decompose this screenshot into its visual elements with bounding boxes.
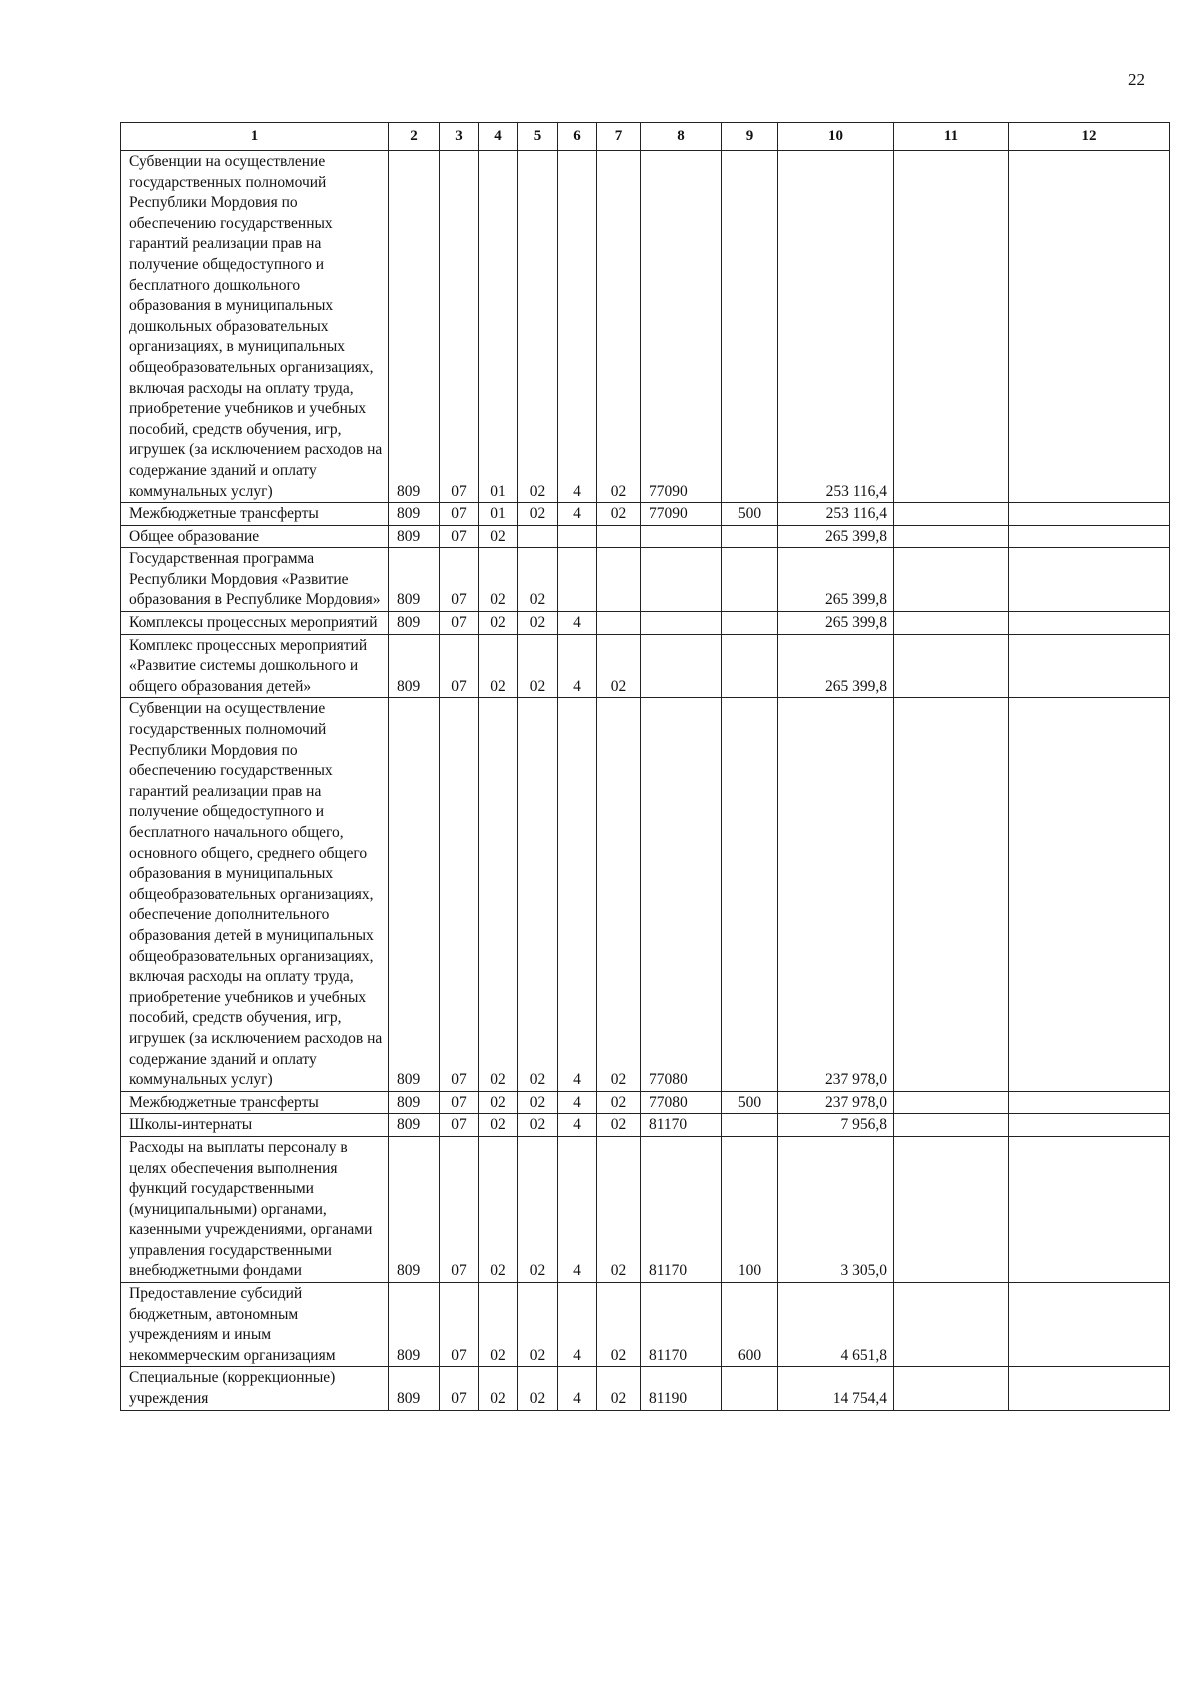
cell-col-8: 77090 [641, 151, 722, 503]
cell-col-3: 07 [440, 698, 479, 1091]
cell-col-3: 07 [440, 1136, 479, 1282]
cell-col-6: 4 [558, 151, 597, 503]
cell-col-12 [1009, 1091, 1170, 1114]
cell-col-6: 4 [558, 1283, 597, 1367]
cell-col-5: 02 [518, 1367, 558, 1410]
cell-col-10: 265 399,8 [778, 612, 894, 635]
cell-col-11 [894, 151, 1009, 503]
column-header: 7 [597, 123, 641, 151]
cell-col-4: 02 [479, 548, 518, 612]
cell-col-2: 809 [389, 1367, 440, 1410]
row-name: Предоставление субсидий бюджетным, автономным учреждениям и иным некоммерческим организациям [121, 1283, 389, 1367]
row-name: Субвенции на осуществление государственных полномочий Республики Мордовия по обеспечению государственных гарантий реализации прав на получение общедоступного и бесплатного дошкольного образования в муниципальных дошкольных образовательных организациях, в муниципальных общеобразовательных организациях, включая расходы на оплату труда, приобретение учебников и учебных пособий, средств обучения, игр, игрушек (за исключением расходов на содержание зданий и оплату коммунальных услуг) [121, 151, 389, 503]
cell-col-9 [722, 612, 778, 635]
cell-col-10: 4 651,8 [778, 1283, 894, 1367]
cell-col-5: 02 [518, 698, 558, 1091]
cell-col-3: 07 [440, 1114, 479, 1137]
cell-col-7 [597, 548, 641, 612]
cell-col-2: 809 [389, 1091, 440, 1114]
cell-col-12 [1009, 612, 1170, 635]
column-header: 1 [121, 123, 389, 151]
cell-col-7 [597, 525, 641, 548]
cell-col-12 [1009, 1114, 1170, 1137]
cell-col-2: 809 [389, 1114, 440, 1137]
cell-col-5: 02 [518, 1091, 558, 1114]
column-header: 11 [894, 123, 1009, 151]
cell-col-8 [641, 548, 722, 612]
cell-col-4: 02 [479, 612, 518, 635]
column-header: 12 [1009, 123, 1170, 151]
cell-col-4: 02 [479, 1136, 518, 1282]
cell-col-8: 81170 [641, 1114, 722, 1137]
table-row [121, 612, 1170, 635]
cell-col-11 [894, 612, 1009, 635]
cell-col-4: 02 [479, 1283, 518, 1367]
table-row [121, 1091, 1170, 1114]
cell-col-9: 100 [722, 1136, 778, 1282]
cell-col-10: 14 754,4 [778, 1367, 894, 1410]
cell-col-7: 02 [597, 1283, 641, 1367]
cell-col-2: 809 [389, 151, 440, 503]
cell-col-6 [558, 548, 597, 612]
table-row [121, 1283, 1170, 1367]
cell-col-2: 809 [389, 634, 440, 698]
cell-col-4: 01 [479, 503, 518, 526]
cell-col-4: 02 [479, 1091, 518, 1114]
column-header: 6 [558, 123, 597, 151]
cell-col-5: 02 [518, 1136, 558, 1282]
row-name: Расходы на выплаты персоналу в целях обеспечения выполнения функций государственными (муниципальными) органами, казенными учреждениями, органами управления государственными внебюджетными фондами [121, 1136, 389, 1282]
cell-col-11 [894, 503, 1009, 526]
cell-col-2: 809 [389, 698, 440, 1091]
cell-col-4: 02 [479, 634, 518, 698]
cell-col-11 [894, 525, 1009, 548]
cell-col-8 [641, 612, 722, 635]
cell-col-10: 253 116,4 [778, 151, 894, 503]
cell-col-4: 01 [479, 151, 518, 503]
cell-col-12 [1009, 698, 1170, 1091]
cell-col-4: 02 [479, 698, 518, 1091]
column-header: 9 [722, 123, 778, 151]
cell-col-2: 809 [389, 612, 440, 635]
cell-col-9 [722, 1367, 778, 1410]
cell-col-7: 02 [597, 634, 641, 698]
row-name: Комплексы процессных мероприятий [121, 612, 389, 635]
row-name: Специальные (коррекционные) учреждения [121, 1367, 389, 1410]
cell-col-12 [1009, 548, 1170, 612]
cell-col-11 [894, 634, 1009, 698]
table-row [121, 151, 1170, 503]
cell-col-3: 07 [440, 548, 479, 612]
table-row [121, 503, 1170, 526]
cell-col-4: 02 [479, 1367, 518, 1410]
cell-col-3: 07 [440, 634, 479, 698]
cell-col-6: 4 [558, 698, 597, 1091]
cell-col-8: 77090 [641, 503, 722, 526]
cell-col-3: 07 [440, 612, 479, 635]
cell-col-7 [597, 612, 641, 635]
cell-col-9 [722, 151, 778, 503]
cell-col-9 [722, 525, 778, 548]
table-row [121, 1114, 1170, 1137]
cell-col-3: 07 [440, 525, 479, 548]
cell-col-12 [1009, 1367, 1170, 1410]
cell-col-10: 253 116,4 [778, 503, 894, 526]
cell-col-3: 07 [440, 151, 479, 503]
cell-col-7: 02 [597, 1136, 641, 1282]
cell-col-8: 81170 [641, 1283, 722, 1367]
cell-col-11 [894, 698, 1009, 1091]
cell-col-6: 4 [558, 1091, 597, 1114]
cell-col-5: 02 [518, 634, 558, 698]
cell-col-6: 4 [558, 634, 597, 698]
cell-col-11 [894, 1114, 1009, 1137]
cell-col-8 [641, 525, 722, 548]
table-row [121, 1136, 1170, 1282]
cell-col-12 [1009, 151, 1170, 503]
cell-col-7: 02 [597, 1367, 641, 1410]
cell-col-10: 237 978,0 [778, 698, 894, 1091]
row-name: Межбюджетные трансферты [121, 503, 389, 526]
cell-col-12 [1009, 525, 1170, 548]
row-name: Субвенции на осуществление государственных полномочий Республики Мордовия по обеспечению государственных гарантий реализации прав на получение общедоступного и бесплатного начального общего, основного общего, среднего общего образования в муниципальных общеобразовательных организациях, обеспечение дополнительного образования детей в муниципальных общеобразовательных организациях, включая расходы на оплату труда, приобретение учебников и учебных пособий, средств обучения, игр, игрушек (за исключением расходов на содержание зданий и оплату коммунальных услуг) [121, 698, 389, 1091]
cell-col-10: 265 399,8 [778, 634, 894, 698]
row-name: Школы-интернаты [121, 1114, 389, 1137]
cell-col-11 [894, 1283, 1009, 1367]
cell-col-2: 809 [389, 548, 440, 612]
cell-col-10: 7 956,8 [778, 1114, 894, 1137]
column-header: 8 [641, 123, 722, 151]
cell-col-7: 02 [597, 1091, 641, 1114]
page-number: 22 [1128, 70, 1145, 89]
cell-col-4: 02 [479, 1114, 518, 1137]
cell-col-11 [894, 1091, 1009, 1114]
cell-col-8 [641, 634, 722, 698]
cell-col-9 [722, 1114, 778, 1137]
table-row [121, 634, 1170, 698]
cell-col-11 [894, 1136, 1009, 1282]
cell-col-9 [722, 698, 778, 1091]
cell-col-2: 809 [389, 1283, 440, 1367]
cell-col-6: 4 [558, 1114, 597, 1137]
cell-col-7: 02 [597, 698, 641, 1091]
cell-col-12 [1009, 634, 1170, 698]
cell-col-2: 809 [389, 503, 440, 526]
cell-col-11 [894, 1367, 1009, 1410]
cell-col-9: 600 [722, 1283, 778, 1367]
cell-col-6: 4 [558, 1136, 597, 1282]
table-header-row [121, 123, 1170, 151]
cell-col-5: 02 [518, 548, 558, 612]
cell-col-10: 3 305,0 [778, 1136, 894, 1282]
row-name: Государственная программа Республики Мордовия «Развитие образования в Республике Мордовия» [121, 548, 389, 612]
column-header: 3 [440, 123, 479, 151]
column-header: 5 [518, 123, 558, 151]
cell-col-10: 265 399,8 [778, 548, 894, 612]
cell-col-8: 77080 [641, 1091, 722, 1114]
cell-col-5: 02 [518, 503, 558, 526]
cell-col-8: 81190 [641, 1367, 722, 1410]
table-row [121, 698, 1170, 1091]
cell-col-3: 07 [440, 1091, 479, 1114]
cell-col-11 [894, 548, 1009, 612]
cell-col-10: 237 978,0 [778, 1091, 894, 1114]
cell-col-5: 02 [518, 1114, 558, 1137]
cell-col-9: 500 [722, 1091, 778, 1114]
table-row [121, 525, 1170, 548]
cell-col-4: 02 [479, 525, 518, 548]
row-name: Общее образование [121, 525, 389, 548]
cell-col-3: 07 [440, 1283, 479, 1367]
cell-col-2: 809 [389, 1136, 440, 1282]
column-header: 10 [778, 123, 894, 151]
table-row [121, 1367, 1170, 1410]
cell-col-10: 265 399,8 [778, 525, 894, 548]
budget-table [120, 122, 1170, 1411]
table-row [121, 548, 1170, 612]
cell-col-5: 02 [518, 151, 558, 503]
cell-col-7: 02 [597, 503, 641, 526]
cell-col-3: 07 [440, 503, 479, 526]
cell-col-12 [1009, 503, 1170, 526]
cell-col-6: 4 [558, 503, 597, 526]
column-header: 4 [479, 123, 518, 151]
cell-col-12 [1009, 1136, 1170, 1282]
cell-col-9: 500 [722, 503, 778, 526]
cell-col-8: 77080 [641, 698, 722, 1091]
cell-col-2: 809 [389, 525, 440, 548]
cell-col-6: 4 [558, 612, 597, 635]
cell-col-5: 02 [518, 1283, 558, 1367]
cell-col-9 [722, 548, 778, 612]
cell-col-5 [518, 525, 558, 548]
cell-col-5: 02 [518, 612, 558, 635]
cell-col-6 [558, 525, 597, 548]
cell-col-8: 81170 [641, 1136, 722, 1282]
cell-col-3: 07 [440, 1367, 479, 1410]
cell-col-9 [722, 634, 778, 698]
row-name: Межбюджетные трансферты [121, 1091, 389, 1114]
cell-col-7: 02 [597, 151, 641, 503]
cell-col-12 [1009, 1283, 1170, 1367]
cell-col-7: 02 [597, 1114, 641, 1137]
cell-col-6: 4 [558, 1367, 597, 1410]
column-header: 2 [389, 123, 440, 151]
row-name: Комплекс процессных мероприятий «Развитие системы дошкольного и общего образования детей» [121, 634, 389, 698]
